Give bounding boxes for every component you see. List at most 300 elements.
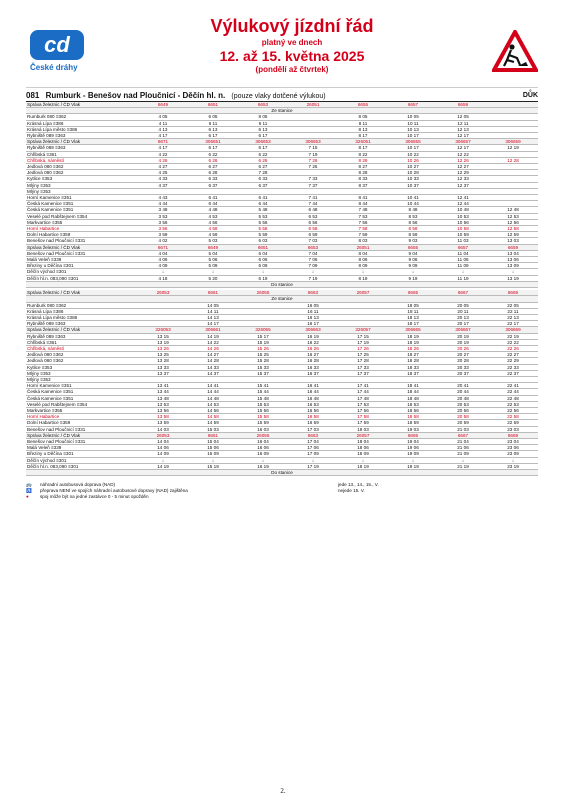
train-number: 326055 [238,327,288,333]
to-station-row [26,281,538,287]
time-cell: 6 13 [188,126,238,132]
train-number: 6659 [488,244,538,250]
time-cell: 22 56 [488,407,538,413]
time-cell: 22 17 [488,321,538,327]
time-cell: 16 19 [288,333,338,339]
time-cell: 18 17 [388,321,438,327]
time-cell: 6 58 [288,226,338,232]
train-number: 306661 [188,327,238,333]
time-cell: 20 44 [438,389,488,395]
time-cell: 6 44 [238,201,288,207]
train-number: 6669 [488,290,538,296]
time-cell: 8 41 [338,195,388,201]
time-cell: 7 59 [338,232,388,238]
train-number: 306669 [488,327,538,333]
station-name: Děčín východ ≡301 [26,269,130,275]
time-cell: 16 56 [288,407,338,413]
time-cell: 17 15 [338,333,388,339]
station-name: Rybniště 089 ≡363 [26,133,130,139]
time-cell: 17 59 [338,420,388,426]
time-cell: 17 09 [288,451,338,457]
to-station-row-label: Do stanice [26,281,538,287]
station-name: Krásná Lípa město ≡386 [26,126,130,132]
time-cell: 4 26 [138,157,188,163]
time-cell: 8 33 [338,176,388,182]
time-cell: 6 17 [238,133,288,139]
train-number: 6669 [488,432,538,438]
time-cell: 22 53 [488,401,538,407]
legend-symbol-icon: ♿ [26,488,32,494]
time-cell: 12 44 [438,201,488,207]
station-name: Rybniště 089 ≡363 [26,145,130,151]
roadworks-sign-icon [478,16,538,72]
time-cell: 10 41 [388,195,438,201]
time-cell: 17 41 [338,383,388,389]
time-cell: 15 17 [238,333,288,339]
cd-logo [26,16,106,72]
train-number: 6661 [188,432,238,438]
train-number: 6657 [388,102,438,108]
route-name: Rumburk - Benešov nad Ploučnicí - Děčín hl. n. [45,91,226,100]
time-cell: 10 37 [388,182,438,188]
station-name: Česká Kamenice ≡351 [26,389,130,395]
time-cell: 13 53 [138,401,188,407]
time-cell: 14 17 [188,321,238,327]
time-cell: 8 56 [388,219,438,225]
time-cell: 10 05 [388,114,438,120]
time-cell: 9 04 [388,250,438,256]
time-cell: 17 58 [338,414,388,420]
time-cell: 16 04 [238,438,288,444]
station-name: Dolní Habartice ≡359 [26,232,130,238]
time-cell: 6 06 [238,257,288,263]
time-cell: 14 09 [138,451,188,457]
time-cell: 16 13 [288,314,338,320]
train-number: 306655 [388,139,438,145]
time-cell: 8 26 [338,157,388,163]
time-cell: 14 48 [188,395,238,401]
time-cell: 12 58 [488,226,538,232]
time-cell: 13 19 [488,275,538,281]
train-number: 6653 [238,102,288,108]
time-cell: ↓ [438,457,488,463]
time-cell: ↓ [388,457,438,463]
time-cell: 23 06 [488,445,538,451]
station-name: Krásná Lípa ≡386 [26,120,130,126]
station-name: Markvartice ≡355 [26,407,130,413]
time-cell: 20 26 [438,345,488,351]
time-cell: 12 11 [438,120,488,126]
train-number: 6663 [288,432,338,438]
time-cell: 11 09 [438,263,488,269]
time-cell: 16 27 [288,352,338,358]
time-cell: 5 20 [188,275,238,281]
station-name: Chřibská, náměstí [26,345,130,351]
time-cell: 6 28 [188,170,238,176]
time-cell: 22 37 [488,370,538,376]
time-cell: 12 17 [438,133,488,139]
time-cell: 21 09 [438,451,488,457]
station-name: Rybniště 089 ≡363 [26,333,130,339]
time-cell: 17 48 [338,395,388,401]
time-cell: 14 22 [188,339,238,345]
station-name: Chřibská, náměstí [26,157,130,163]
time-cell: 16 05 [288,302,338,308]
time-cell: 9 09 [388,263,438,269]
time-cell: 14 41 [188,383,238,389]
station-name: Benešov nad Ploučnicí ≡331 [26,426,130,432]
station-name: Děčín hl.n. 083,090 ≡301 [26,463,130,469]
time-cell: 7 19 [288,151,338,157]
time-cell: 4 18 [138,275,188,281]
time-cell: 6 27 [188,164,238,170]
time-cell: 8 13 [338,126,388,132]
time-cell: 8 37 [338,182,388,188]
time-cell: 7 19 [288,275,338,281]
time-cell: 8 44 [338,201,388,207]
time-cell: 18 04 [338,438,388,444]
header-label: Správa železnic / ČD Vlak [26,139,130,145]
time-cell: 7 37 [288,182,338,188]
time-cell: 19 03 [388,426,438,432]
time-cell: 22 27 [488,352,538,358]
train-number: 26053 [138,290,188,296]
time-cell: 4 44 [138,201,188,207]
time-cell: 14 53 [188,401,238,407]
time-cell: 18 19 [388,333,438,339]
time-cell: 16 44 [288,389,338,395]
time-cell: ↓ [188,457,238,463]
train-number: 6649 [138,102,188,108]
time-cell: 16 53 [288,401,338,407]
time-cell: 23 09 [488,451,538,457]
station-name: Krásná Lípa město ≡386 [26,314,130,320]
time-cell: 22 41 [488,383,538,389]
train-number: 26057 [338,290,388,296]
time-cell: 7 28 [238,170,288,176]
timetable-page [26,16,538,500]
time-cell: 6 26 [188,157,238,163]
time-cell: 8 48 [388,207,438,213]
time-cell: 6 41 [188,195,238,201]
time-cell: 4 04 [138,250,188,256]
time-cell: 22 13 [488,314,538,320]
station-name: Mlýny ≡353 [26,376,130,382]
time-cell: 6 44 [188,201,238,207]
station-name: Mlýny ≡353 [26,188,130,194]
station-name: Horní Habartice [26,414,130,420]
time-cell: 7 09 [288,263,338,269]
train-number: 26051 [338,244,388,250]
time-cell: 15 59 [238,420,288,426]
route-bar [26,90,538,102]
time-cell: 5 06 [188,257,238,263]
time-cell: ↓ [388,269,438,275]
time-cell: 21 03 [438,426,488,432]
station-name: Mlýny ≡353 [26,370,130,376]
time-cell: 20 37 [438,370,488,376]
time-cell: 5 48 [238,207,288,213]
time-cell: 20 17 [438,321,488,327]
time-cell: 8 17 [338,145,388,151]
time-cell: 18 11 [388,308,438,314]
time-cell: 6 04 [238,250,288,256]
header-label: Správa železnic / ČD Vlak [26,102,130,108]
station-name: Děčín hl.n. 083,090 ≡301 [26,275,130,281]
from-station-row-label: Ze stanice [26,296,538,302]
train-number: 6649 [188,244,238,250]
time-cell: 12 59 [488,232,538,238]
legend-text: spoj může být na jedné zastávce 0 - 5 minut opožděn [40,494,149,500]
header-label: Správa železnic / ČD Vlak [26,327,130,333]
time-cell: 18 44 [388,389,438,395]
time-cell: 3 56 [138,226,188,232]
station-name: Markvartice ≡355 [26,219,130,225]
legend-note: jede 13., 14., 15., V. [338,482,379,488]
time-cell: 22 58 [488,414,538,420]
time-cell: 10 53 [438,213,488,219]
time-cell: 15 26 [238,345,288,351]
time-cell: 10 48 [438,207,488,213]
time-cell: 14 58 [188,414,238,420]
time-cell: 6 53 [288,213,338,219]
time-cell: 20 33 [438,364,488,370]
time-cell: 6 19 [238,275,288,281]
time-cell: 14 06 [138,445,188,451]
time-cell: 22 33 [488,364,538,370]
route-number: 081 [26,91,40,100]
time-cell: 13 26 [138,345,188,351]
time-cell: 7 03 [288,238,338,244]
time-cell: 14 27 [188,352,238,358]
time-cell: 13 19 [138,339,188,345]
station-name: Česká Kamenice ≡351 [26,201,130,207]
time-cell: 18 53 [388,401,438,407]
time-cell: 10 11 [388,120,438,126]
train-number: 26051 [288,102,338,108]
time-cell: 14 05 [188,302,238,308]
time-cell: 16 33 [288,364,338,370]
station-name: Kytlice ≡353 [26,176,130,182]
time-cell: 6 13 [238,126,288,132]
time-cell: 4 53 [188,213,238,219]
time-cell: 6 22 [238,151,288,157]
time-cell: 10 17 [388,145,438,151]
time-cell: 8 22 [338,151,388,157]
time-cell: 6 17 [188,145,238,151]
time-cell: 7 48 [338,207,388,213]
station-name: Jedlová 080 ≡362 [26,170,130,176]
time-cell: 4 17 [138,145,188,151]
time-cell: 3 53 [138,213,188,219]
time-cell: 13 25 [138,352,188,358]
time-cell: 12 29 [438,170,488,176]
time-cell: 12 19 [488,145,538,151]
train-number: 26053 [138,432,188,438]
time-cell: 17 37 [338,370,388,376]
time-cell: 8 05 [338,114,388,120]
time-cell: 17 19 [288,463,338,469]
station-name: Krásná Lípa ≡386 [26,308,130,314]
time-cell: 4 58 [188,226,238,232]
station-name: Benešov nad Ploučnicí ≡331 [26,438,130,444]
time-cell: 20 28 [438,358,488,364]
train-number: 6663 [288,290,338,296]
time-cell: 20 05 [438,302,488,308]
time-cell: 19 06 [388,445,438,451]
time-cell: 22 26 [488,345,538,351]
time-cell: 3 48 [138,207,188,213]
time-cell: 14 59 [188,420,238,426]
time-cell: 9 06 [388,257,438,263]
legend-symbol-icon: 🚌 [26,482,32,488]
time-cell: 22 05 [488,302,538,308]
validity-label: platný ve dnech [261,38,323,47]
time-cell: 6 17 [238,145,288,151]
time-cell: 16 19 [238,463,288,469]
train-number: 306665 [388,327,438,333]
time-cell: 6 41 [238,195,288,201]
time-cell: 23 03 [488,426,538,432]
train-number: 6671 [138,244,188,250]
time-cell: 13 58 [138,414,188,420]
time-cell: 9 03 [388,238,438,244]
time-cell: 15 37 [238,370,288,376]
time-cell: 12 17 [438,145,488,151]
time-cell: 12 41 [438,195,488,201]
time-cell: 21 19 [438,463,488,469]
time-cell: 9 19 [388,275,438,281]
time-cell: 12 53 [488,213,538,219]
time-cell: 6 11 [188,120,238,126]
time-cell: 18 27 [388,352,438,358]
time-cell: 6 37 [188,182,238,188]
time-cell: 6 17 [188,133,238,139]
time-cell: 10 28 [388,170,438,176]
cd-logo-icon: cd [30,30,84,60]
time-cell: 14 11 [188,308,238,314]
time-cell: 16 59 [288,420,338,426]
time-cell: 10 22 [388,151,438,157]
time-cell: 17 03 [288,426,338,432]
time-cell: 20 53 [438,401,488,407]
time-cell: 13 03 [488,238,538,244]
time-cell: 12 22 [438,151,488,157]
time-cell: 8 53 [388,213,438,219]
time-cell: 7 41 [288,195,338,201]
time-cell: 10 58 [438,226,488,232]
time-cell: 16 48 [288,395,338,401]
train-number: 26055 [238,432,288,438]
time-cell: 15 28 [238,358,288,364]
validity-dates: 12. až 15. května 2025 [219,48,365,64]
legend-text: přeprava NENÍ ve spojích náhradní autobusové dopravy (NAD) zajištěna [40,488,188,494]
time-cell: 4 02 [138,238,188,244]
time-cell: 15 33 [238,364,288,370]
train-number: 6655 [388,244,438,250]
time-cell: 23 19 [488,463,538,469]
time-cell: 14 19 [138,463,188,469]
route-note: (pouze vlaky dotčené výlukou) [231,93,326,100]
train-number: 306657 [438,139,488,145]
time-cell: 17 26 [338,345,388,351]
time-cell: 7 56 [338,219,388,225]
legend-note: nejede 15. V. [338,488,365,494]
page-title: Výlukový jízdní řád [210,16,374,36]
logo-text: České dráhy [30,63,78,72]
time-cell: 10 26 [388,157,438,163]
direction-label: DŮK [522,92,538,99]
time-cell: 6 56 [288,219,338,225]
train-number: 26055 [238,290,288,296]
time-cell: 13 59 [138,420,188,426]
time-cell: 4 27 [138,164,188,170]
time-cell: 21 06 [438,445,488,451]
time-cell: 8 19 [338,275,388,281]
time-cell: 16 37 [288,370,338,376]
time-cell: 22 29 [488,358,538,364]
time-cell: 18 56 [388,407,438,413]
time-cell: 20 48 [438,395,488,401]
train-number: 306667 [438,327,488,333]
station-name: Mlýny ≡353 [26,182,130,188]
time-cell: 7 04 [288,250,338,256]
time-cell: 4 06 [138,257,188,263]
time-cell: 18 09 [338,451,388,457]
time-cell: 8 28 [338,170,388,176]
time-cell: 15 19 [238,339,288,345]
time-cell: 18 41 [388,383,438,389]
station-name: Veselé pod Rabštejnem ≡354 [26,401,130,407]
title-block [106,16,478,75]
time-cell: 21 04 [438,438,488,444]
time-cell: ↓ [138,457,188,463]
time-cell: 15 19 [188,463,238,469]
station-name: Jedlová 080 ≡362 [26,164,130,170]
train-number: 6667 [438,290,488,296]
time-cell: ↓ [338,269,388,275]
time-cell: 20 11 [438,308,488,314]
time-cell: 3 56 [138,219,188,225]
time-cell: 18 58 [388,414,438,420]
train-number: 306651 [188,139,238,145]
time-cell: 15 53 [238,401,288,407]
time-cell: 10 33 [388,176,438,182]
time-cell: 17 19 [338,339,388,345]
time-cell: 18 03 [338,426,388,432]
time-cell: 10 17 [388,133,438,139]
time-cell: 15 06 [188,445,238,451]
time-cell: 19 04 [388,438,438,444]
time-cell: ↓ [288,457,338,463]
time-cell: 7 53 [338,213,388,219]
time-cell: 12 28 [488,157,538,163]
time-cell: 6 09 [238,263,288,269]
time-cell: 15 44 [238,389,288,395]
legend-symbol-icon: ● [26,494,29,500]
time-cell: 4 11 [138,120,188,126]
time-cell: ↓ [238,269,288,275]
time-cell: 18 19 [338,463,388,469]
to-station-row-label: Do stanice [26,469,538,475]
station-name: Benešov nad Ploučnicí ≡331 [26,238,130,244]
train-number: 6665 [388,432,438,438]
time-cell: 13 33 [138,364,188,370]
time-cell: 14 33 [188,364,238,370]
station-name: Benešov nad Ploučnicí ≡331 [26,250,130,256]
train-number: 326053 [138,327,188,333]
time-cell: 20 27 [438,352,488,358]
